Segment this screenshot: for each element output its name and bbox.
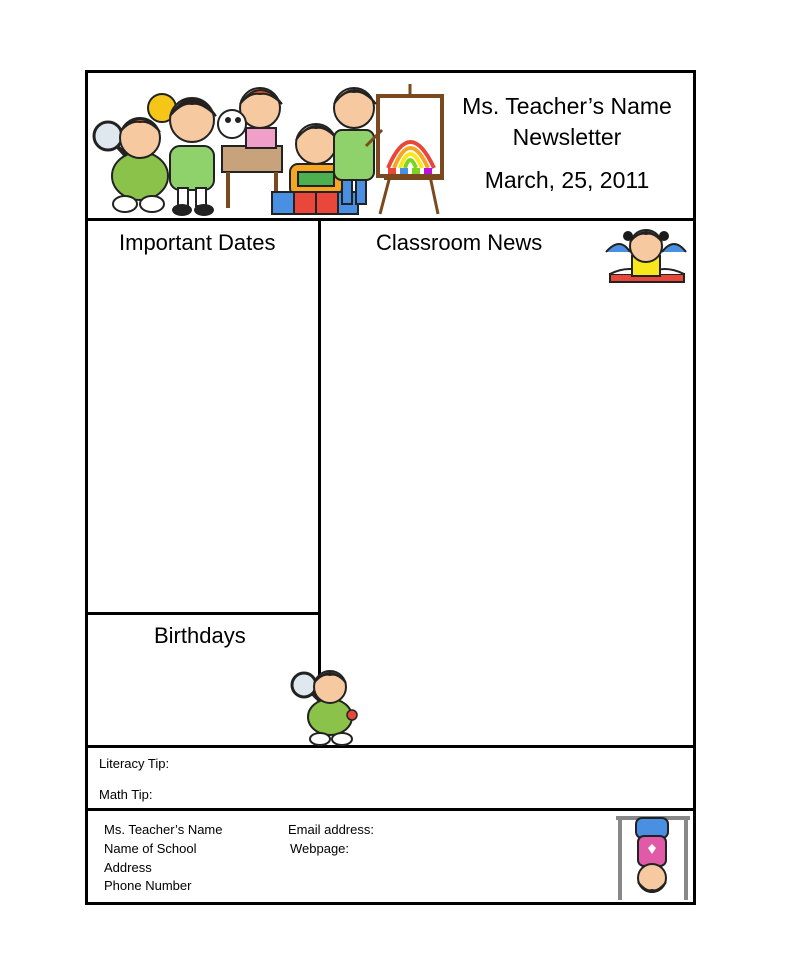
footer-school-name: Name of School [104, 841, 197, 856]
footer-teacher-name: Ms. Teacher’s Name [104, 822, 223, 837]
footer-phone: Phone Number [104, 878, 192, 893]
reading-girl-clipart [600, 222, 690, 286]
kid-magnifier-icon [94, 118, 168, 212]
kid-green-icon [170, 98, 216, 216]
footer-divider [85, 808, 696, 811]
kids-group-clipart [90, 76, 450, 218]
newsletter-title: Newsletter [512, 124, 622, 150]
newsletter-date: March, 25, 2011 [484, 167, 650, 193]
important-dates-heading: Important Dates [119, 230, 276, 255]
footer-webpage-label: Webpage: [290, 841, 350, 856]
kid-painter-icon [334, 88, 382, 204]
footer-address: Address [104, 860, 152, 875]
footer-email-label: Email address: [288, 822, 374, 837]
kid-puppet-icon [218, 88, 282, 208]
teacher-name-title: Ms. Teacher’s Name [462, 93, 672, 119]
literacy-tip-label: Literacy Tip: [99, 756, 170, 771]
math-tip-label: Math Tip: [99, 787, 153, 802]
birthdays-divider [85, 612, 321, 615]
classroom-news-heading: Classroom News [376, 230, 543, 255]
easel-icon [378, 84, 444, 214]
header-divider [85, 218, 696, 221]
tips-divider [85, 745, 696, 748]
kid-hanging-bar-clipart [612, 812, 692, 902]
birthdays-heading: Birthdays [154, 623, 246, 648]
kid-magnifier-clipart [290, 663, 362, 747]
